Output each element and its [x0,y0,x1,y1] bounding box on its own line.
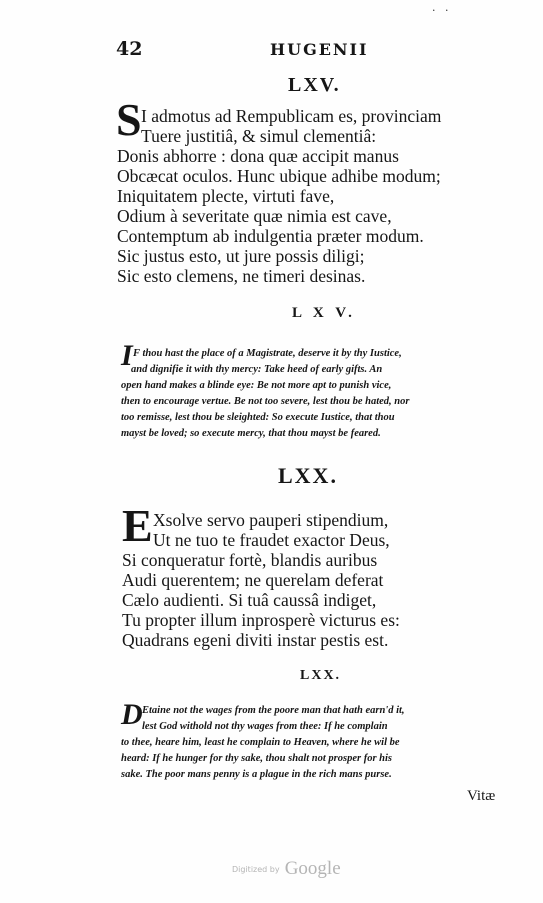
translation-65-line: and dignifie it with thy mercy: Take heed of early gifts. An [131,364,383,375]
corner-mark: · · [432,4,452,17]
poem-65-line: I admotus ad Rempublicam es, provinciam [141,106,442,126]
translation-65-line: mayst be loved; so execute mercy, that thou mayst be feared. [121,428,381,439]
poem-70-line: Quadrans egeni diviti instar pestis est. [122,630,389,650]
poem-65-line: Iniquitatem plecte, virtuti fave, [117,186,335,206]
translation-70-line: Etaine not the wages from the poore man that hath earn'd it, [142,705,405,716]
google-logo: Google [284,858,341,879]
poem-70-line: Si conqueratur fortè, blandis auribus [122,550,378,570]
page-number: 42 [116,38,143,60]
poem-70-dropcap: E [122,500,153,551]
poem-65-line: Sic justus esto, ut jure possis diligi; [117,246,365,266]
poem-65-line: Tuere justitiâ, & simul clementiâ: [141,126,377,146]
poem-70-line: Ut ne tuo te fraudet exactor Deus, [153,530,390,550]
translation-70-line: to thee, heare him, least he complain to Heaven, where he wil be [121,737,400,748]
running-head: HUGENII [270,40,369,59]
poem-65-title: LXV. [288,74,341,96]
catchword: Vitæ [467,788,496,804]
translation-70-title: LXX. [300,668,342,683]
translation-65-line: then to encourage vertue. Be not too severe, lest thou be hated, nor [121,396,410,407]
poem-70-line: Audi querentem; ne querelam deferat [122,570,384,590]
translation-70-line: sake. The poor mans penny is a plague in the rich mans purse. [121,769,392,780]
poem-70-line: Xsolve servo pauperi stipendium, [153,510,389,530]
translation-65-line: F thou hast the place of a Magistrate, deserve it by thy Iustice, [133,348,402,359]
watermark-prefix: Digitized by [232,865,280,874]
translation-70-line: lest God withold not thy wages from thee: If he complain [142,721,388,732]
poem-65-line: Donis abhorre : dona quæ accipit manus [117,146,399,166]
poem-65-line: Odium à severitate quæ nimia est cave, [117,206,392,226]
translation-70-line: heard: If he hunger for thy sake, thou shalt not prosper for his [121,753,393,764]
translation-65-line: too remisse, lest thou be sleighted: So execute Iustice, that thou [121,412,395,423]
translation-65-line: open hand makes a blinde eye: Be not more apt to punish vice, [121,380,392,391]
poem-65-dropcap: S [116,94,142,145]
poem-65-line: Contemptum ab indulgentia præter modum. [117,226,424,246]
translation-70-dropcap: D [121,698,143,731]
poem-70-title: LXX. [278,463,338,488]
digitization-watermark [232,858,341,880]
poem-70-line: Cælo audienti. Si tuâ caussâ indiget, [122,590,377,610]
poem-65-line: Obcæcat oculos. Hunc ubique adhibe modum; [117,166,441,186]
poem-70-line: Tu propter illum inprosperè victurus es: [122,610,400,630]
translation-65-title: L X V. [292,305,356,321]
poem-65-line: Sic esto clemens, ne timeri desinas. [117,266,366,286]
translation-65-dropcap: I [121,339,133,372]
